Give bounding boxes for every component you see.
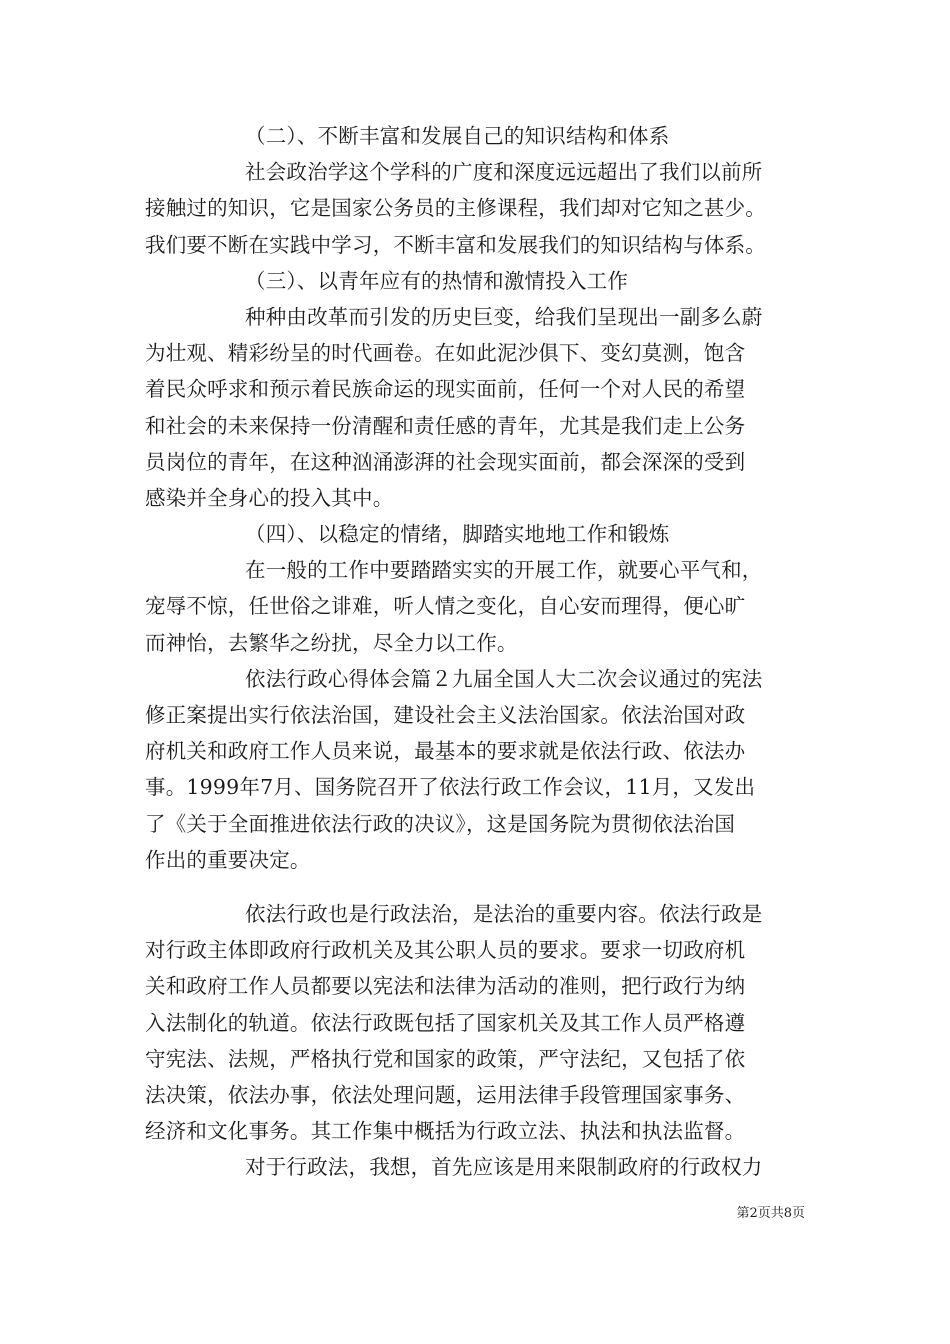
paragraph-line: 入法制化的轨道。依法行政既包括了国家机关及其工作人员严格遵: [145, 1010, 746, 1035]
paragraph-line: 了《关于全面推进依法行政的决议》，这是国务院为贯彻依法治国: [145, 811, 736, 836]
paragraph-line: 作出的重要决定。: [145, 847, 311, 872]
paragraph-line: 我们要不断在实践中学习，不断丰富和发展我们的知识结构与体系。: [145, 232, 766, 257]
paragraph-line: 为壮观、精彩纷呈的时代画卷。在如此泥沙俱下、变幻莫测，饱含: [145, 341, 746, 366]
paragraph-line: 府机关和政府工作人员来说，最基本的要求就是依法行政、依法办: [145, 739, 746, 764]
paragraph-line: 员岗位的青年，在这种汹涌澎湃的社会现实面前，都会深深的受到: [145, 449, 746, 474]
paragraph-line: 经济和文化事务。其工作集中概括为行政立法、执法和执法监督。: [145, 1119, 746, 1144]
paragraph-line: 事。1999年7月、国务院召开了依法行政工作会议，11月，又发出: [145, 775, 756, 800]
paragraph-line: 种种由改革而引发的历史巨变，给我们呈现出一副多么蔚: [245, 304, 763, 329]
paragraph-line: 依法行政也是行政法治，是法治的重要内容。依法行政是: [245, 901, 763, 926]
paragraph-line: 修正案提出实行依法治国，建设社会主义法治国家。依法治国对政: [145, 703, 746, 727]
paragraph-line: 法决策，依法办事，依法处理问题，运用法律手段管理国家事务、: [145, 1082, 746, 1107]
paragraph-line: 社会政治学这个学科的广度和深度远远超出了我们以前所: [245, 160, 763, 185]
paragraph-line: 在一般的工作中要踏踏实实的开展工作，就要心平气和，: [245, 558, 763, 583]
section-heading-2: （二）、不断丰富和发展自己的知识结构和体系: [245, 124, 670, 148]
page-number-footer: 第2页共8页: [736, 1206, 805, 1221]
paragraph-line: 接触过的知识，它是国家公务员的主修课程，我们却对它知之甚少。: [145, 196, 766, 221]
paragraph-line: 而神怡，去繁华之纷扰，尽全力以工作。: [145, 630, 518, 655]
section-heading-4: （四）、以稳定的情绪，脚踏实地地工作和锻炼: [245, 522, 670, 547]
paragraph-line: 着民众呼求和预示着民族命运的现实面前，任何一个对人民的希望: [145, 377, 746, 402]
section-heading-3: （三）、以青年应有的热情和激情投入工作: [245, 268, 629, 293]
paragraph-gap: [145, 878, 805, 896]
paragraph-line: 感染并全身心的投入其中。: [145, 485, 394, 510]
paragraph-line: 守宪法、法规，严格执行党和国家的政策，严守法纪，又包括了依: [145, 1046, 746, 1071]
document-body: [145, 118, 805, 1185]
paragraph-line: 依法行政心得体会篇２九届全国人大二次会议通过的宪法: [245, 666, 763, 691]
paragraph-line: 宠辱不惊，任世俗之诽难，听人情之变化，自心安而理得，便心旷: [145, 594, 746, 619]
paragraph-line: 关和政府工作人员都要以宪法和法律为活动的准则，把行政行为纳: [145, 974, 746, 999]
paragraph-line: 和社会的未来保持一份清醒和责任感的青年，尤其是我们走上公务: [145, 413, 746, 438]
paragraph-line: 对行政主体即政府行政机关及其公职人员的要求。要求一切政府机: [145, 938, 746, 963]
paragraph-line: 对于行政法，我想，首先应该是用来限制政府的行政权力: [245, 1155, 763, 1180]
